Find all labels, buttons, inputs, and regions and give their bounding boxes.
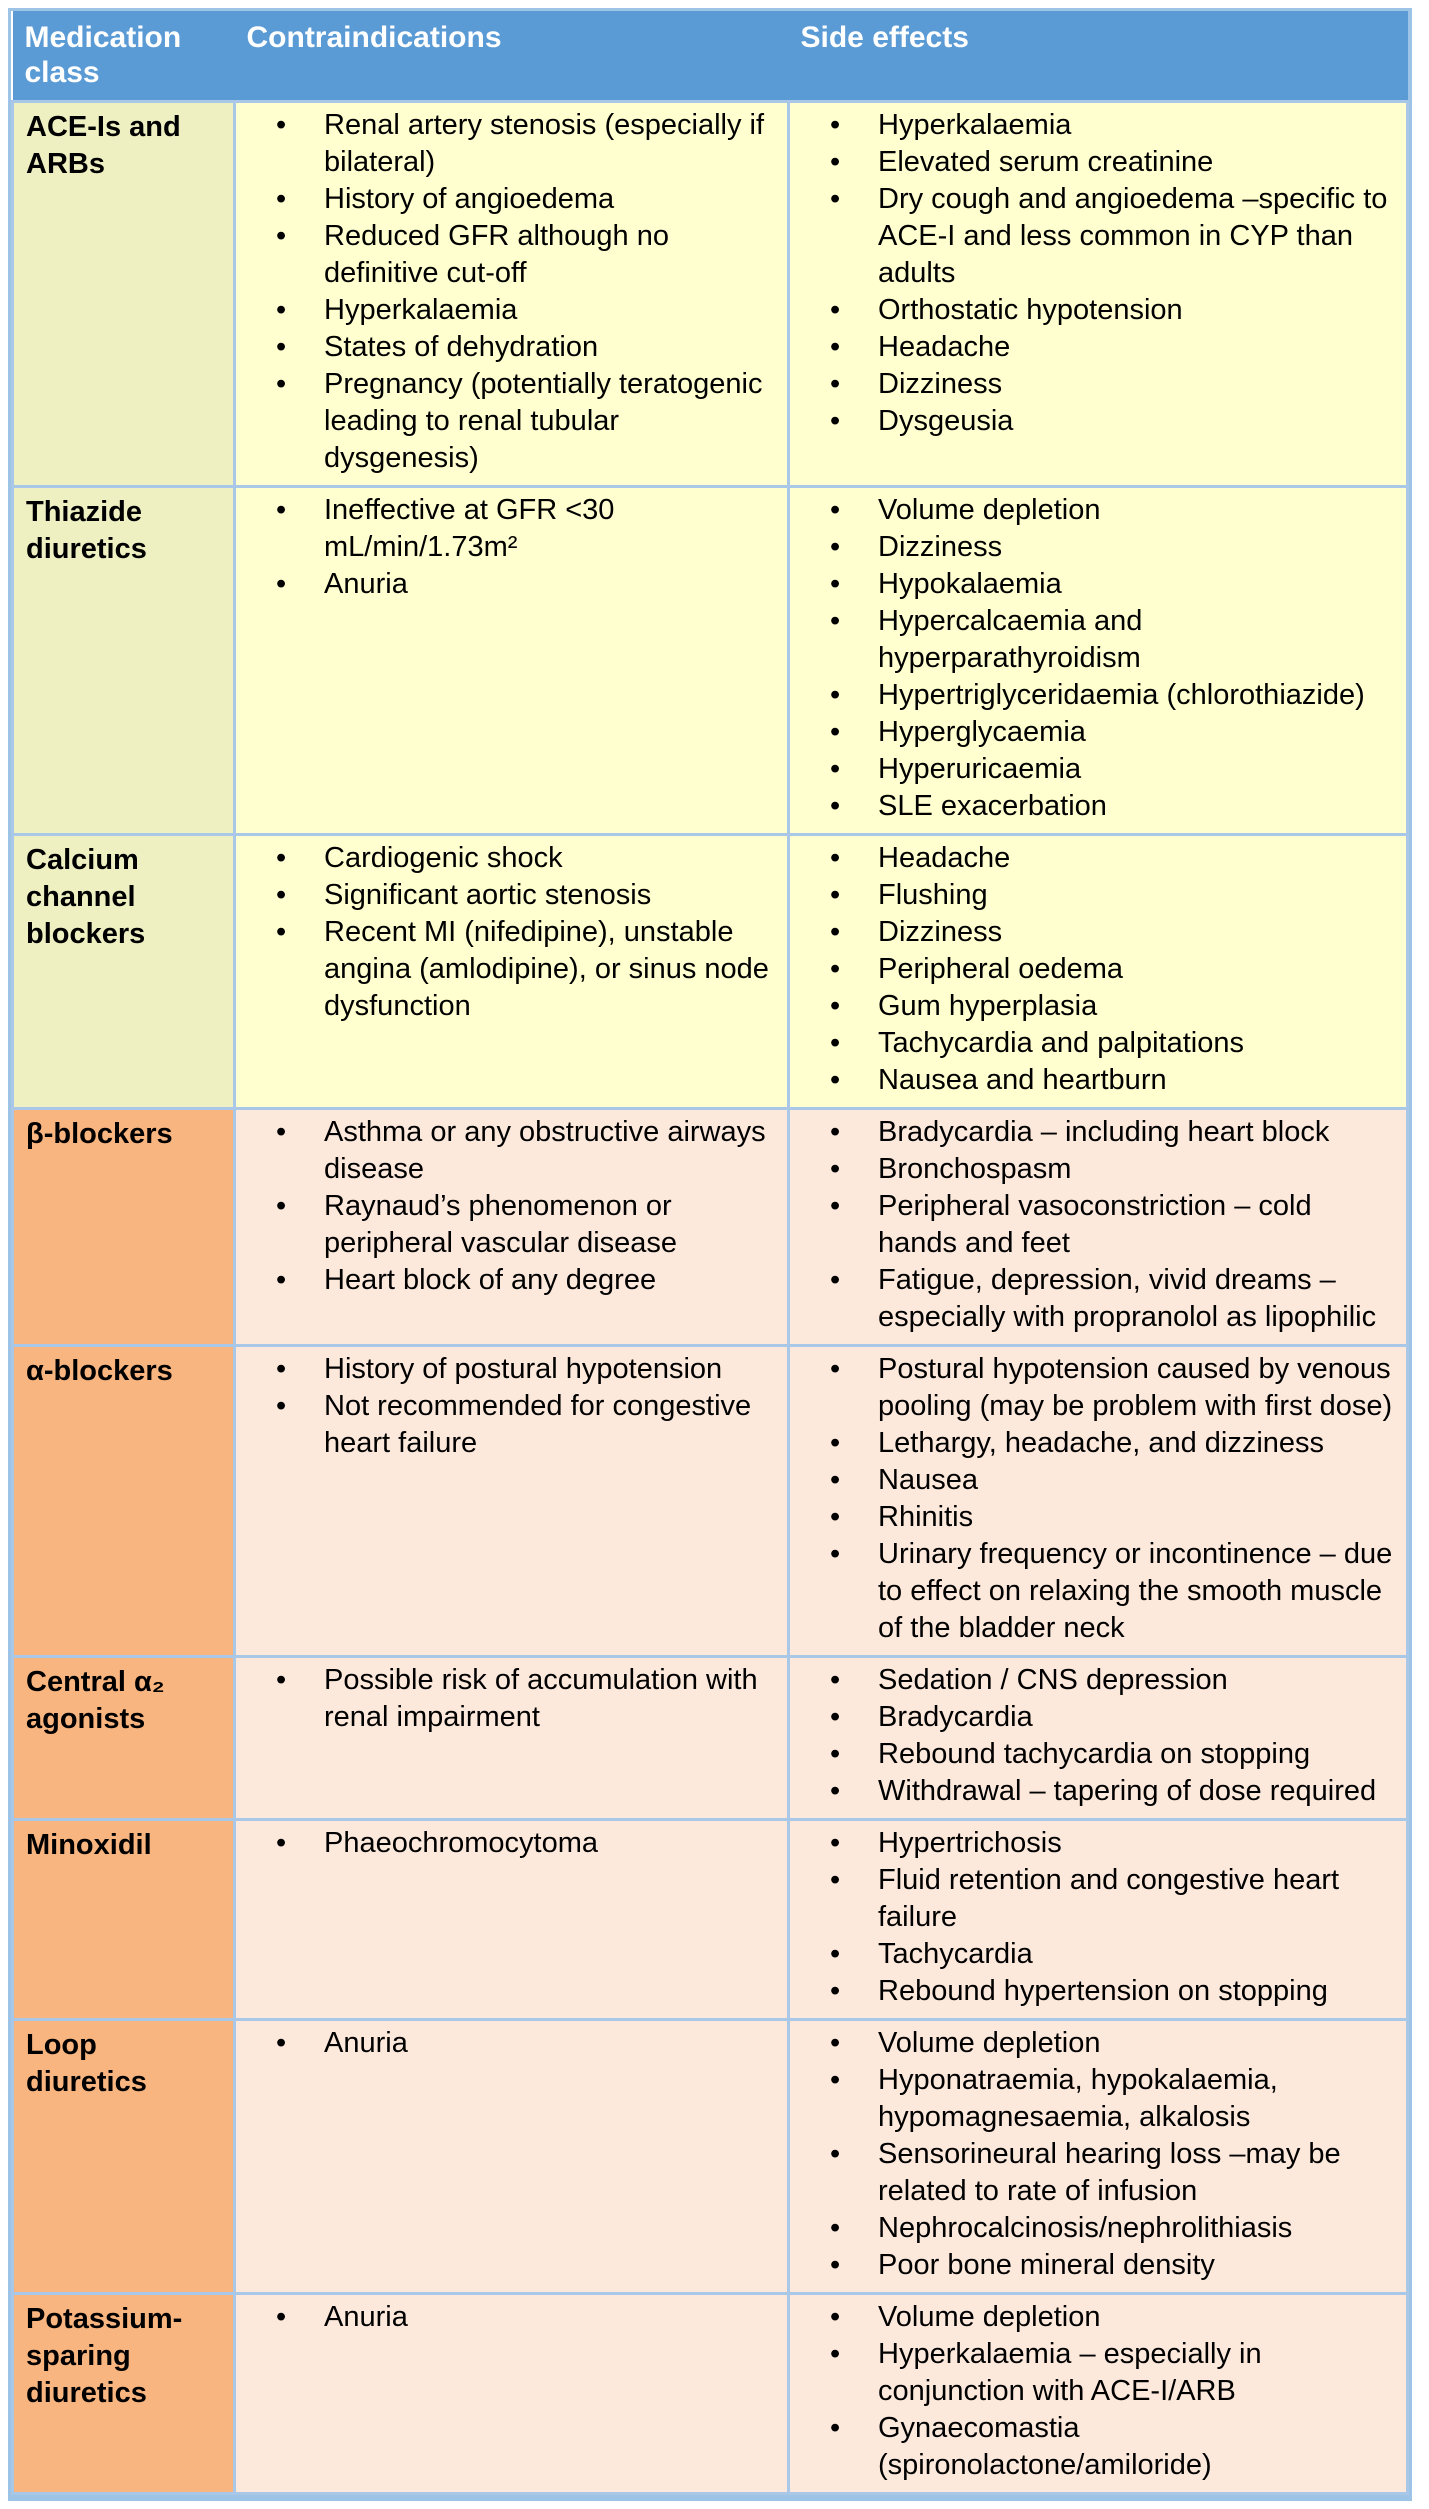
list-item: • Gynaecomastia (spironolactone/amiloride)	[798, 2410, 1398, 2484]
list-item: • Headache	[798, 329, 1398, 366]
side-effects-list	[798, 1662, 1398, 1810]
table-row	[13, 1346, 1408, 1657]
medication-class-cell: α-blockers	[13, 1346, 235, 1657]
side-effects-cell	[789, 2020, 1408, 2294]
list-item: • Elevated serum creatinine	[798, 144, 1398, 181]
contraindications-cell	[235, 102, 789, 487]
side-effects-list	[798, 492, 1398, 825]
table-row	[13, 2294, 1408, 2494]
list-item: • Anuria	[244, 2299, 779, 2336]
side-effects-cell	[789, 1346, 1408, 1657]
table-body	[13, 102, 1408, 2494]
table-row	[13, 1657, 1408, 1820]
list-item: • Tachycardia and palpitations	[798, 1025, 1398, 1062]
list-item: • Hyperkalaemia	[798, 107, 1398, 144]
list-item: • Gum hyperplasia	[798, 988, 1398, 1025]
list-item: • Volume depletion	[798, 492, 1398, 529]
medication-class-cell: Thiazide diuretics	[13, 487, 235, 835]
list-item: • Peripheral oedema	[798, 951, 1398, 988]
side-effects-cell	[789, 835, 1408, 1109]
list-item: • Fluid retention and congestive heart failure	[798, 1862, 1398, 1936]
table-row	[13, 102, 1408, 487]
list-item: • Phaeochromocytoma	[244, 1825, 779, 1862]
list-item: • Ineffective at GFR <30 mL/min/1.73m²	[244, 492, 779, 566]
table-row	[13, 2020, 1408, 2294]
list-item: • Nephrocalcinosis/nephrolithiasis	[798, 2210, 1398, 2247]
header-contraindications: Contraindications	[235, 11, 789, 102]
list-item: • Renal artery stenosis (especially if bilateral)	[244, 107, 779, 181]
list-item: • Flushing	[798, 877, 1398, 914]
contraindications-cell	[235, 1346, 789, 1657]
list-item: • Peripheral vasoconstriction – cold hands and feet	[798, 1188, 1398, 1262]
list-item: • Dizziness	[798, 366, 1398, 403]
list-item: • Hyperkalaemia – especially in conjunction with ACE-I/ARB	[798, 2336, 1398, 2410]
side-effects-cell	[789, 1109, 1408, 1346]
medication-class-cell: Loop diuretics	[13, 2020, 235, 2294]
list-item: • Reduced GFR although no definitive cut-off	[244, 218, 779, 292]
contraindications-list	[244, 107, 779, 477]
contraindications-cell	[235, 487, 789, 835]
contraindications-cell	[235, 835, 789, 1109]
list-item: • Significant aortic stenosis	[244, 877, 779, 914]
list-item: • Hyperuricaemia	[798, 751, 1398, 788]
list-item: • Anuria	[244, 566, 779, 603]
list-item: • Postural hypotension caused by venous pooling (may be problem with first dose)	[798, 1351, 1398, 1425]
list-item: • Possible risk of accumulation with renal impairment	[244, 1662, 779, 1736]
list-item: • Rhinitis	[798, 1499, 1398, 1536]
list-item: • Dizziness	[798, 529, 1398, 566]
list-item: • Poor bone mineral density	[798, 2247, 1398, 2284]
list-item: • Tachycardia	[798, 1936, 1398, 1973]
list-item: • Rebound hypertension on stopping	[798, 1973, 1398, 2010]
list-item: • Pregnancy (potentially teratogenic leading to renal tubular dysgenesis)	[244, 366, 779, 477]
medication-class-cell: β-blockers	[13, 1109, 235, 1346]
list-item: • Dry cough and angioedema –specific to ACE-I and less common in CYP than adults	[798, 181, 1398, 292]
list-item: • Hypertriglyceridaemia (chlorothiazide)	[798, 677, 1398, 714]
list-item: • Dizziness	[798, 914, 1398, 951]
list-item: • SLE exacerbation	[798, 788, 1398, 825]
list-item: • Hyponatraemia, hypokalaemia, hypomagnesaemia, alkalosis	[798, 2062, 1398, 2136]
medication-class-cell: Calcium channel blockers	[13, 835, 235, 1109]
header-side-effects: Side effects	[789, 11, 1408, 102]
list-item: • Orthostatic hypotension	[798, 292, 1398, 329]
side-effects-list	[798, 840, 1398, 1099]
medication-class-cell: Potassium-sparing diuretics	[13, 2294, 235, 2494]
list-item: • Hyperglycaemia	[798, 714, 1398, 751]
side-effects-list	[798, 1825, 1398, 2010]
contraindications-list	[244, 1825, 779, 1862]
contraindications-list	[244, 1351, 779, 1462]
contraindications-list	[244, 2025, 779, 2062]
list-item: • Urinary frequency or incontinence – due to effect on relaxing the smooth muscle of the bladder neck	[798, 1536, 1398, 1647]
list-item: • Nausea	[798, 1462, 1398, 1499]
list-item: • Dysgeusia	[798, 403, 1398, 440]
table-row	[13, 1820, 1408, 2020]
side-effects-cell	[789, 102, 1408, 487]
list-item: • Cardiogenic shock	[244, 840, 779, 877]
list-item: • Hypertrichosis	[798, 1825, 1398, 1862]
list-item: • Heart block of any degree	[244, 1262, 779, 1299]
side-effects-cell	[789, 487, 1408, 835]
contraindications-list	[244, 1114, 779, 1299]
contraindications-list	[244, 1662, 779, 1736]
side-effects-list	[798, 1114, 1398, 1336]
medication-class-cell: Central α₂ agonists	[13, 1657, 235, 1820]
list-item: • Asthma or any obstructive airways disease	[244, 1114, 779, 1188]
medication-class-cell: ACE-Is and ARBs	[13, 102, 235, 487]
contraindications-list	[244, 2299, 779, 2336]
side-effects-cell	[789, 1657, 1408, 1820]
list-item: • Volume depletion	[798, 2025, 1398, 2062]
contraindications-cell	[235, 1820, 789, 2020]
contraindications-list	[244, 840, 779, 1025]
contraindications-cell	[235, 2020, 789, 2294]
header-row	[13, 11, 1408, 102]
list-item: • Fatigue, depression, vivid dreams – especially with propranolol as lipophilic	[798, 1262, 1398, 1336]
list-item: • Withdrawal – tapering of dose required	[798, 1773, 1398, 1810]
list-item: • Hypercalcaemia and hyperparathyroidism	[798, 603, 1398, 677]
list-item: • Hypokalaemia	[798, 566, 1398, 603]
list-item: • Hyperkalaemia	[244, 292, 779, 329]
header-medication-class: Medication class	[13, 11, 235, 102]
table-row	[13, 835, 1408, 1109]
list-item: • Lethargy, headache, and dizziness	[798, 1425, 1398, 1462]
list-item: • Sedation / CNS depression	[798, 1662, 1398, 1699]
medication-table	[11, 11, 1409, 2495]
list-item: • Headache	[798, 840, 1398, 877]
list-item: • History of postural hypotension	[244, 1351, 779, 1388]
list-item: • Rebound tachycardia on stopping	[798, 1736, 1398, 1773]
side-effects-cell	[789, 1820, 1408, 2020]
list-item: • States of dehydration	[244, 329, 779, 366]
list-item: • Not recommended for congestive heart failure	[244, 1388, 779, 1462]
list-item: • Volume depletion	[798, 2299, 1398, 2336]
list-item: • Bradycardia – including heart block	[798, 1114, 1398, 1151]
side-effects-list	[798, 1351, 1398, 1647]
contraindications-cell	[235, 1657, 789, 1820]
contraindications-list	[244, 492, 779, 603]
list-item: • Bradycardia	[798, 1699, 1398, 1736]
list-item: • Recent MI (nifedipine), unstable angina (amlodipine), or sinus node dysfunction	[244, 914, 779, 1025]
list-item: • Raynaud’s phenomenon or peripheral vascular disease	[244, 1188, 779, 1262]
table-frame	[8, 8, 1412, 2501]
side-effects-list	[798, 2025, 1398, 2284]
medication-class-cell: Minoxidil	[13, 1820, 235, 2020]
list-item: • Nausea and heartburn	[798, 1062, 1398, 1099]
list-item: • Sensorineural hearing loss –may be related to rate of infusion	[798, 2136, 1398, 2210]
list-item: • Anuria	[244, 2025, 779, 2062]
table-row	[13, 1109, 1408, 1346]
side-effects-cell	[789, 2294, 1408, 2494]
contraindications-cell	[235, 2294, 789, 2494]
table-row	[13, 487, 1408, 835]
contraindications-cell	[235, 1109, 789, 1346]
list-item: • History of angioedema	[244, 181, 779, 218]
list-item: • Bronchospasm	[798, 1151, 1398, 1188]
side-effects-list	[798, 107, 1398, 440]
side-effects-list	[798, 2299, 1398, 2484]
